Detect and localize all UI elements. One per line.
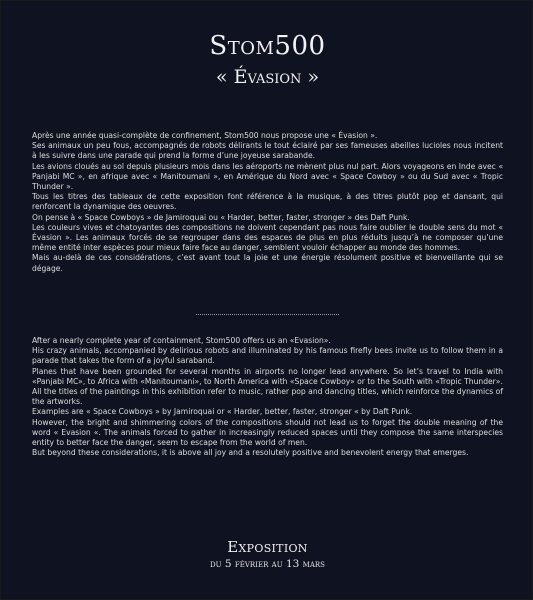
fr-paragraph: On pense à « Space Cowboys » de Jamiroquai ou « Harder, better, faster, stronger » des Daft Punk.: [32, 212, 410, 222]
en-paragraph: Examples are « Space Cowboys » by Jamiroquai or « Harder, better, faster, stronger « by Daft Punk.: [32, 407, 413, 417]
en-paragraph: However, the bright and shimmering colors of the compositions should not lead us to forget the double meaning of the word « Evasion «. The animals forced to gather in increasingly reduced spaces until they compose the same interspecies entity to better face the danger, seem to escape from the world of men.: [32, 417, 503, 448]
page-subtitle: « Évasion »: [215, 66, 320, 88]
fr-paragraph: Après une année quasi-complète de confinement, Stom500 nous propose une « Évasion ».: [32, 131, 378, 140]
en-paragraph: His crazy animals, accompanied by delirious robots and illuminated by his famous firefly bees invite us to follow them in a parade that takes the form of a joyful saraband.: [32, 346, 503, 366]
en-paragraph: All the titles of the paintings in this exhibition refer to music, rather pop and dancing titles, which reinforce the dynamics of the artworks.: [32, 387, 503, 407]
fr-paragraph: Les couleurs vives et chatoyantes des compositions ne doivent cependant pas nous faire oublier le double sens du mot « Évasion ». Les animaux forcés de se regrouper dans des espaces de plus en plus réduits jusqu’à ne composer qu’une même entité inter espèces pour mieux faire face au danger, semblent vouloir échapper au monde des hommes.: [32, 222, 503, 253]
fr-paragraph: Mais au-delà de ces considérations, c’est avant tout la joie et une énergie résolument positive et bienveillante qui se dégage.: [32, 253, 503, 273]
en-paragraph: But beyond these considerations, it is above all joy and a resolutely positive and benevolent energy that emerges.: [32, 448, 469, 458]
exposition-dates: du 5 février au 13 mars: [210, 558, 325, 570]
en-paragraph: After a nearly complete year of containment, Stom500 offers us an «Evasion».: [32, 336, 331, 345]
french-text-block: [32, 131, 503, 274]
fr-paragraph: Tous les titres des tableaux de cette exposition font référence à la musique, à des titres plutôt pop et dansant, qui renforcent la dynamique des oeuvres.: [32, 192, 503, 212]
fr-paragraph: Les avions cloués au sol depuis plusieurs mois dans les aéroports ne mènent plus nul part. Alors voyageons en Inde avec « Panjabi MC », en afrique avec « Manitoumani », en Amérique du Nord avec « Space Cowboy » ou du Sud avec « Tropic Thunder ».: [32, 161, 503, 192]
english-text-block: [32, 336, 503, 458]
fr-paragraph: Ses animaux un peu fous, accompagnés de robots délirants le tout éclairé par ses fameuses abeilles lucioles nous incitent à les suivre dans une parade qui prend la forme d’une joyeuse sarabande.: [32, 141, 503, 161]
exposition-heading: Exposition: [227, 538, 308, 556]
dotted-divider: [196, 314, 339, 315]
page-title: Stom500: [209, 31, 326, 61]
en-paragraph: Planes that have been grounded for several months in airports no longer lead anywhere. So let’s travel to India with «Panjabi MC», to Africa with «Manitoumani», to North America with «Space Cowboy» or to the South with «Tropic Thunder».: [32, 366, 503, 386]
